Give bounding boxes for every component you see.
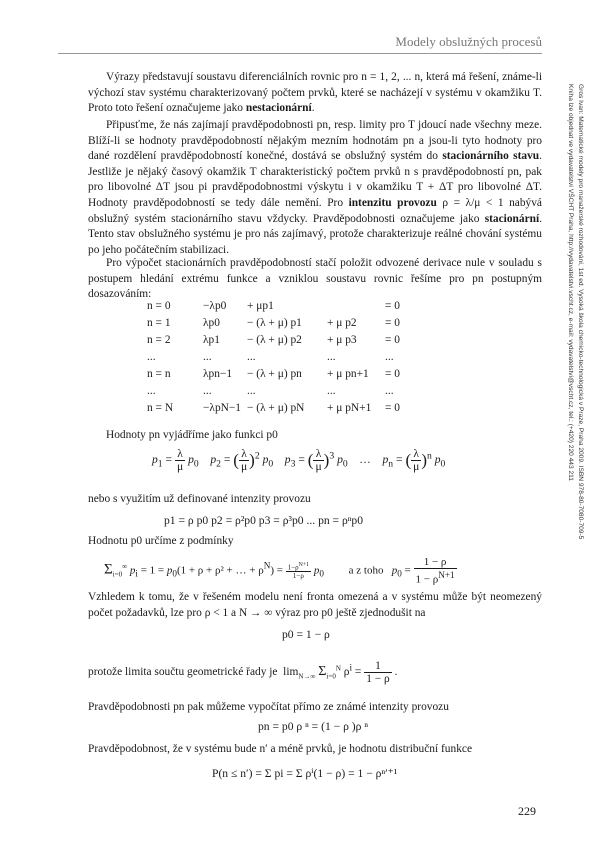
system-cell-r4-c4: = 0	[385, 368, 400, 380]
system-cell-r6-c4: = 0	[385, 402, 400, 414]
and-therefore-text: a z toho	[348, 564, 384, 577]
paragraph-4: Hodnoty pn vyjádříme jako funkci p0	[106, 429, 278, 441]
paragraph-10: Pravděpodobnost, že v systému bude n′ a méně prvků, je hodnotu distribuční funkce	[88, 743, 472, 755]
p2-bold-2: intenzitu provozu	[348, 196, 437, 209]
system-cell-r2-c4: = 0	[385, 334, 400, 346]
system-cell-r5-c4: ...	[385, 385, 394, 397]
normalization-condition: $\Sigma_{i=0}^\infty$ $p_i = 1 = p_0(1 + \rho + \rho^2$ + … + $\rho^N$) = $\frac{1-\rho^{N+1}}{1-\rho}$ $p_0$ a z toho $p_0$ = $\frac{1 - \rho}{1 - \rho^{N+1}}$	[104, 556, 455, 586]
system-cell-r5-c3: ...	[327, 385, 336, 397]
system-cell-r3-c4: ...	[385, 351, 394, 363]
p2-text-d: . Tento stav obslužného systému je pro nás zajímavý, protože charakterizuje reálné chování systému po jeho počátečním stabilizaci.	[88, 212, 542, 256]
p2-bold-1: stacionárního stavu	[442, 150, 540, 163]
side-citation	[566, 84, 592, 764]
system-cell-r2-c1: λp1	[203, 334, 220, 346]
p2-text-a: Připusťme, že nás zajímají pravděpodobnosti pn, resp. limity pro T jdoucí nade všechny meze. Blíží-li se hodnoty pravděpodobností nějakým mezním hodnotám pn a jsou-li tyto hodnoty pro dané rozdělení pravděpodobností konečné, dostává se obslužný systém do	[88, 119, 542, 163]
header-rule	[58, 53, 542, 54]
system-cell-r1-c0: n = 1	[147, 317, 171, 329]
system-cell-r6-c3: + μ pN+1	[327, 402, 372, 414]
paragraph-3: Pro výpočet stacionárních pravděpodobností stačí položit odvozené derivace nule v souladu s postupem hledání extrému funkce a vzniklou soustavu rovnic řešíme pro pn postupným dosazováním:	[88, 257, 542, 301]
p1-bold: nestacionární	[245, 102, 312, 115]
equation-system	[147, 300, 427, 420]
paragraph-7: Vzhledem k tomu, že v řešeném modelu není fronta omezená a v systému může být neomezený počet požadavků, lze pro ρ < 1 a N → ∞ výraz pro p0 ještě zjednodušit na	[88, 591, 542, 619]
running-header: Modely obslužných procesů	[395, 34, 542, 49]
pn-direct-formula: pn = p0 ρ ⁿ = (1 − ρ )ρ ⁿ	[258, 720, 368, 733]
system-cell-r1-c2: − (λ + μ) p1	[247, 317, 302, 329]
system-cell-r4-c3: + μ pn+1	[327, 368, 369, 380]
system-cell-r6-c0: n = N	[147, 402, 174, 414]
system-cell-r0-c2: + μp1	[247, 300, 274, 312]
p2-text-c: ρ = λ/μ < 1 nabývá obslužný systém stacionárního stavu vždycky. Pravděpodobnosti označujeme jako	[88, 196, 542, 225]
p8-text: protože limita součtu geometrické řady je	[88, 666, 278, 679]
system-cell-r3-c1: ...	[203, 351, 212, 363]
system-cell-r6-c2: − (λ + μ) pN	[247, 402, 305, 414]
system-cell-r1-c4: = 0	[385, 317, 400, 329]
system-cell-r6-c1: −λpN−1	[203, 402, 241, 414]
p2-bold-3: stacionární	[484, 212, 540, 225]
system-cell-r3-c0: ...	[147, 351, 156, 363]
citation-line-1: Gros Ivan: Matematické modely pro manažerské rozhodování, 1st ed. Vysoká škola chemicko-technologická v Praze, Praha 2009. ISBN 978-80-7080-709-5	[577, 84, 584, 540]
paragraph-9: Pravděpodobnosti pn pak můžeme vypočítat přímo ze známé intenzity provozu	[88, 701, 449, 713]
system-cell-r5-c2: ...	[247, 385, 256, 397]
paragraph-8: protože limita součtu geometrické řady je $\lim_{N\to\infty} \Sigma_{i=0}^N$ $\rho^i$ = $\frac{1}{1 - \rho}$ .	[88, 660, 398, 685]
system-cell-r2-c3: + μ p3	[327, 334, 357, 346]
system-cell-r4-c0: n = n	[147, 368, 171, 380]
system-cell-r2-c2: − (λ + μ) p2	[247, 334, 302, 346]
system-cell-r5-c0: ...	[147, 385, 156, 397]
system-cell-r2-c0: n = 2	[147, 334, 171, 346]
system-cell-r1-c3: + μ p2	[327, 317, 357, 329]
system-cell-r4-c1: λpn−1	[203, 368, 233, 380]
system-cell-r1-c1: λp0	[203, 317, 220, 329]
system-cell-r3-c2: ...	[247, 351, 256, 363]
paragraph-1: Výrazy představují soustavu diferenciálních rovnic pro n = 1, 2, ... n, která má řešení, známe-li výchozí stav systému charakterizovaný počtem prvků, které se nacházejí v systému v okamžiku T. Proto toto řešení označujeme jako nestacionární.	[88, 71, 542, 115]
system-cell-r5-c1: ...	[203, 385, 212, 397]
system-cell-r0-c1: −λp0	[203, 300, 227, 312]
pn-lambda-mu-equations: $p_1$ = $\frac{\lambda}{\mu}$ $p_0$ $p_2$ = ( $\frac{\lambda}{\mu}$ )$^2$ $p_0$ $p_3$ = ( $\frac{\lambda}{\mu}$ )$^3$ $p_0$ … $p_n$ = ( $\frac{\lambda}{\mu}$ )$^n$ $p_0$	[152, 447, 446, 473]
paragraph-2	[88, 118, 542, 258]
system-cell-r0-c0: n = 0	[147, 300, 171, 312]
system-cell-r3-c3: ...	[327, 351, 336, 363]
system-cell-r4-c2: − (λ + μ) pn	[247, 368, 302, 380]
p1-text: Výrazy představují soustavu diferenciálních rovnic pro n = 1, 2, ... n, která má řešení, známe-li výchozí stav systému charakterizovaný počtem prvků, které se nacházejí v systému v okamžiku T. Proto toto řešení označujeme jako	[88, 71, 542, 115]
paragraph-5: nebo s využitím už definované intenzity provozu	[88, 493, 311, 505]
cdf-formula: P(n ≤ n′) = Σ pi = Σ ρⁱ(1 − ρ) = 1 − ρⁿ′⁺¹	[212, 767, 398, 780]
page-number: 229	[518, 804, 536, 818]
p0-simplified: p0 = 1 − ρ	[282, 628, 330, 641]
pn-rho-equations: p1 = ρ p0 p2 = ρ²p0 p3 = ρ³p0 ... pn = ρⁿp0	[164, 514, 364, 527]
p2-text-b: . Jestliže je nějaký časový okamžik T charakteristický počtem prvků n s pravděpodobností pn, pak pro libovolné ΔT jsou pi pravděpodobnostmi výskytu i v okamžiku T + ΔT pro libovolné ΔT. Hodnoty pravděpodobností se tedy dále nemění. Pro	[88, 150, 542, 209]
paragraph-6: Hodnotu p0 určíme z podmínky	[88, 535, 234, 547]
system-cell-r0-c4: = 0	[385, 300, 400, 312]
citation-line-2: Kniha lze objednat ve vydavatelství VŠCHT Praha, http://vydavatelstvi.vscht.cz, e-mail: vydavatelstvi@vscht.cz, tel.: (+420) 220 443 211	[567, 84, 574, 481]
